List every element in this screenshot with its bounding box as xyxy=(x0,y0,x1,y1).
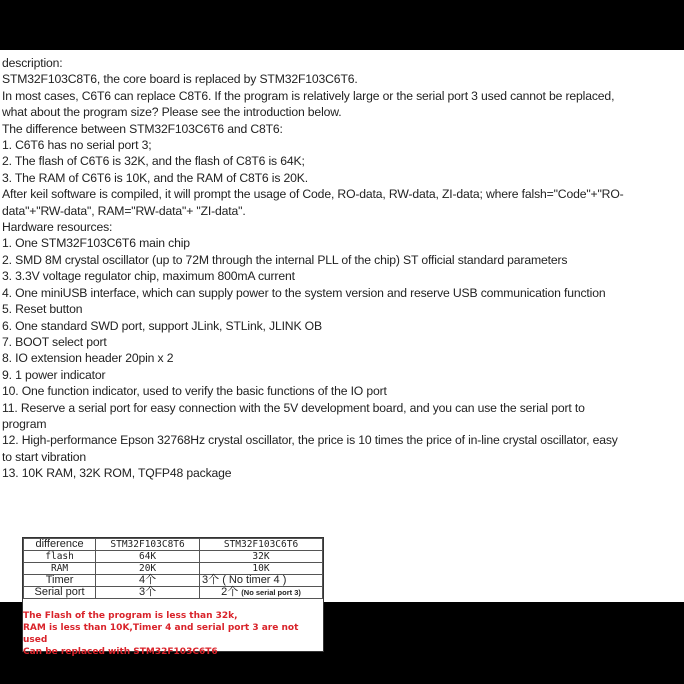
text-line: 2. SMD 8M crystal oscillator (up to 72M through the internal PLL of the chip) ST official standard parameters xyxy=(2,252,568,267)
table-cell: flash xyxy=(24,551,96,563)
text-line: data"+"RW-data", RAM="RW-data"+ "ZI-data". xyxy=(2,203,246,218)
table-cell xyxy=(200,563,323,575)
table-row xyxy=(24,551,323,563)
text-line: 2. The flash of C6T6 is 32K, and the flash of C8T6 is 64K; xyxy=(2,154,305,169)
text-line: description: xyxy=(2,56,63,70)
table-cell: 20K xyxy=(96,563,200,575)
table-cell: Serial port xyxy=(24,587,96,599)
text-line: what about the program size? Please see the introduction below. xyxy=(2,105,342,120)
table-row xyxy=(24,563,323,575)
text-line: program xyxy=(2,416,47,431)
text-line: After keil software is compiled, it will prompt the usage of Code, RO-data, RW-data, ZI-data; where falsh="Code"+"RO- xyxy=(2,187,624,202)
cell-value: 32K xyxy=(252,551,270,562)
text-line: 6. One standard SWD port, support JLink, STLink, JLINK OB xyxy=(2,318,322,333)
text-line: 11. Reserve a serial port for easy connection with the 5V development board, and you can use the serial port to xyxy=(2,400,585,415)
comparison-image xyxy=(22,537,324,657)
text-line: 4. One miniUSB interface, which can supply power to the system version and reserve USB communication function xyxy=(2,285,606,300)
text-line: 1. One STM32F103C6T6 main chip xyxy=(2,236,190,251)
table-header-row xyxy=(24,539,323,551)
table-cell: Timer xyxy=(24,575,96,587)
text-line: 13. 10K RAM, 32K ROM, TQFP48 package xyxy=(2,466,232,481)
cell-value: 3个 xyxy=(202,574,220,586)
text-line: The difference between STM32F103C6T6 and C8T6: xyxy=(2,121,283,136)
description-text xyxy=(2,55,680,482)
table-row xyxy=(24,587,323,599)
text-line: 9. 1 power indicator xyxy=(2,367,106,382)
header-cell: STM32F103C6T6 xyxy=(200,539,323,551)
header-cell: STM32F103C8T6 xyxy=(96,539,200,551)
table-cell: RAM xyxy=(24,563,96,575)
header-cell: difference xyxy=(24,539,96,551)
text-line: 10. One function indicator, used to verify the basic functions of the IO port xyxy=(2,384,387,399)
table-cell: 4个 xyxy=(96,575,200,587)
text-line: Hardware resources: xyxy=(2,220,113,235)
text-line: In most cases, C6T6 can replace C8T6. If the program is relatively large or the serial port 3 used cannot be replaced, xyxy=(2,88,615,103)
text-line: 12. High-performance Epson 32768Hz crystal oscillator, the price is 10 times the price of in-line crystal oscillator, easy xyxy=(2,433,618,448)
comparison-note xyxy=(23,610,323,658)
text-line: 3. 3.3V voltage regulator chip, maximum 800mA current xyxy=(2,269,295,284)
note-line: Can be replaced with STM32F103C6T6 xyxy=(23,647,218,657)
text-line: 8. IO extension header 20pin x 2 xyxy=(2,351,174,366)
text-line: STM32F103C8T6, the core board is replaced by STM32F103C6T6. xyxy=(2,72,358,87)
note-line: The Flash of the program is less than 32k, xyxy=(23,611,238,621)
cell-remark: (No serial port 3) xyxy=(241,588,301,597)
table-cell: 3个 xyxy=(96,587,200,599)
cell-value: 10K xyxy=(252,563,270,574)
table-cell xyxy=(200,551,323,563)
product-description-panel xyxy=(0,50,684,657)
cell-remark: ( No timer 4 ) xyxy=(222,574,287,586)
text-line: 1. C6T6 has no serial port 3; xyxy=(2,138,152,153)
note-line: RAM is less than 10K,Timer 4 and serial port 3 are not used xyxy=(23,623,299,645)
text-line: to start vibration xyxy=(2,449,87,464)
comparison-table xyxy=(23,538,323,599)
cell-value: 2个 xyxy=(221,586,239,598)
table-cell: 64K xyxy=(96,551,200,563)
text-line: 7. BOOT select port xyxy=(2,334,107,349)
text-line: 5. Reset button xyxy=(2,302,83,317)
table-cell xyxy=(200,575,323,587)
text-line: 3. The RAM of C6T6 is 10K, and the RAM of C8T6 is 20K. xyxy=(2,170,308,185)
table-row xyxy=(24,575,323,587)
table-cell xyxy=(200,587,323,599)
